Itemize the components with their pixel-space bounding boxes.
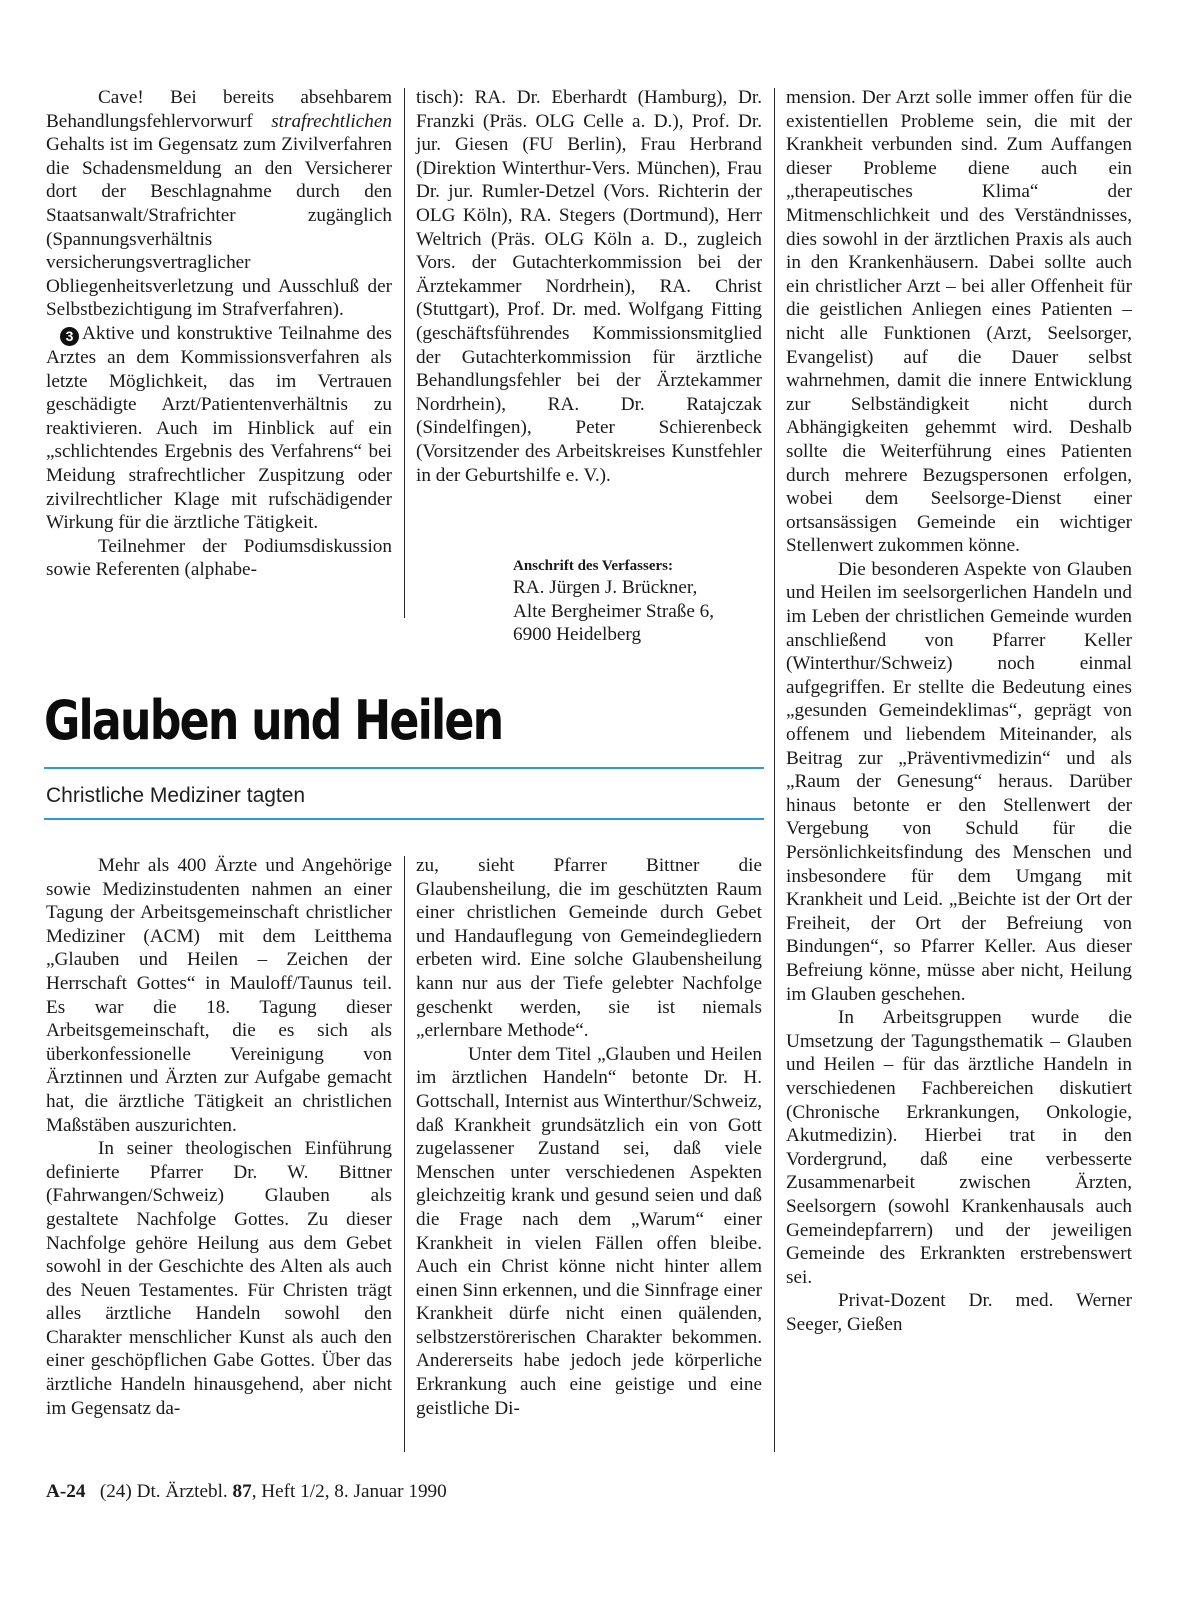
article-col3-paragraph-3: In Arbeitsgruppen wurde die Umsetzung der Tagungsthematik – Glauben und Heilen – für das ärztliche Handeln in verschiedenen Fachbereichen diskutiert (Chronische Erkrankungen, Onkologie, Akutmedizin). Hierbei trat in den Vordergrund, daß eine verbesserte Zusammenarbeit zwischen Ärzten, Seelsorgern (sowohl Krankenhausals auch Gemeindepfarrern) und der jeweiligen Gemeinde des Erkrankten erstrebenswert sei. — [786, 1007, 1132, 1288]
article-col3-author: Privat-Dozent Dr. med. Werner Seeger, Gießen — [786, 1290, 1132, 1335]
address-line: RA. Jürgen J. Brückner, — [513, 577, 698, 598]
article-headline: Glauben und Heilen — [44, 689, 503, 752]
article-col1-paragraph-2: In seiner theologischen Einführung definierte Pfarrer Dr. W. Bittner (Fahrwangen/Schweiz) Glauben als gestaltete Nachfolge Gottes. Zu dieser Nachfolge gehöre Heilung aus dem Gebet sowohl in der Geschichte des Alten als auch des Neuen Testamentes. Für Christen trägt alles ärztliche Handeln sowohl den Charakter menschlicher Kunst als auch den einer geschöpflichen Gabe Gottes. Über das ärztliche Handeln hinausgehend, aber nicht im Gegensatz da- — [46, 1138, 392, 1419]
headline-rule-top — [44, 767, 764, 769]
top-col1-paragraph-1: Cave! Bei bereits absehbarem Behandlungsfehlervorwurf strafrechtlichen Gehalts ist im Gegensatz zum Zivilverfahren die Schadensmeldung an den Versicherer dort der Beschlagnahme durch den Staatsanwalt/Strafrichter zugänglich (Spannungsverhältnis versicherungsvertraglicher Obliegenheitsverletzung und Ausschluß der Selbstbezichtigung im Strafverfahren). — [46, 87, 392, 321]
column-divider — [774, 88, 775, 1452]
top-column-1 — [46, 86, 392, 582]
numbered-circle-icon: 3 — [60, 327, 79, 346]
article-col2-paragraph-1: zu, sieht Pfarrer Bittner die Glaubensheilung, die im geschützten Raum einer christlichen Gemeinde durch Gebet und Handauflegung von Gemeindegliedern erbeten wird. Eine solche Glaubensheilung kann nur aus der Tiefe gelebter Nachfolge geschenkt werden, sie ist niemals „erlernbare Methode“. — [416, 855, 762, 1042]
top-col1-paragraph-3: Teilnehmer der Podiumsdiskussion sowie Referenten (alphabe- — [46, 535, 392, 581]
top-col1-paragraph-2: 3 Aktive und konstruktive Teilnahme des Arztes an dem Kommissionsverfahren als letzte Möglichkeit, das im Vertrauen geschädigte Arzt/Patientenverhältnis zu reaktivieren. Auch im Hinblick auf ein „schlichtendes Ergebnis des Verfahrens“ bei Meidung strafrechtlicher Zuspitzung oder zivilrechtlicher Klage mit rufschädigender Wirkung für die ärztliche Tätigkeit. — [46, 322, 392, 534]
author-address — [513, 556, 773, 647]
article-col3-paragraph-2: Die besonderen Aspekte von Glauben und Heilen im seelsorgerlichen Handeln und im Leben der christlichen Gemeinde wurden anschließend von Pfarrer Keller (Winterthur/Schweiz) noch einmal aufgegriffen. Er stellte die Bedeutung eines „gesunden Gemeindeklimas“, geprägt von offenem und liebendem Miteinander, als Beitrag zur „Präventivmedizin“ und als „Raum der Genesung“ heraus. Darüber hinaus betonte er den Stellenwert der Vergebung von Schuld für die Persönlichkeitsfindung des Menschen und insbesondere für dem Umgang mit Krankheit und Leid. „Beichte ist der Ort der Freiheit, der Ort der Befreiung von Bindungen“, so Pfarrer Keller. Aus dieser Befreiung könne, müsse aber nicht, Heilung im Glauben geschehen. — [786, 558, 1132, 1005]
article-col3-paragraph-1: mension. Der Arzt solle immer offen für die existentiellen Probleme sein, die mit der Krankheit verbunden sind. Zum Auffangen dieser Probleme diene auch ein „therapeutisches Klima“ der Mitmenschlichkeit und des Verständnisses, dies sowohl in der ärztlichen Praxis als auch in den Krankenhäusern. Dabei sollte auch ein christlicher Arzt – bei aller Offenheit für die geistlichen Anliegen eines Patienten – nicht alle Funktionen (Arzt, Seelsorger, Evangelist) auf die Dauer selbst wahrnehmen, damit die innere Entwicklung zur Selbständigkeit nicht durch Abhängigkeiten gehemmt wird. Deshalb sollte die Weiterführung eines Patienten durch mehrere Bezugspersonen erfolgen, wobei dem Seelsorge-Dienst einer ortsansässigen Gemeinde ein wichtiger Stellenwert zukommen könne. — [786, 87, 1132, 557]
article-column-3 — [786, 86, 1132, 1336]
journal-volume: 87 — [232, 1481, 252, 1502]
address-line: 6900 Heidelberg — [513, 624, 642, 646]
headline-rule-bottom — [44, 818, 764, 820]
address-label: Anschrift des Verfassers: — [513, 558, 673, 574]
journal-issue: , Heft 1/2, 8. Januar 1990 — [251, 1481, 447, 1502]
page-footer — [46, 1480, 447, 1504]
address-line: Alte Bergheimer Straße 6, — [513, 600, 715, 622]
article-column-1 — [46, 854, 392, 1420]
page-code: A-24 — [46, 1481, 86, 1502]
italic-term: strafrechtlichen — [271, 110, 392, 132]
article-col2-paragraph-2: Unter dem Titel „Glauben und Heilen im ärztlichen Handeln“ betonte Dr. H. Gottschall, Internist aus Winterthur/Schweiz, daß Krankheit grundsätzlich ein von Gott zugelassener Zustand sei, daß viele Menschen unter verschiedenen Aspekten gleichzeitig krank und gesund seien und daß die Frage nach dem „Warum“ einer Krankheit in vielen Fällen offen bleibe. Auch ein Christ könne nicht hinter allem einen Sinn erkennen, und die Sinnfrage einer Krankheit dürfe nicht einen quälenden, selbstzerstörerischen Charakter bekommen. Andererseits habe jedoch jede körperliche Erkrankung auch eine geistige und eine geistliche Di- — [416, 1043, 762, 1419]
column-divider — [404, 88, 405, 618]
article-subheadline: Christliche Mediziner tagten — [46, 784, 306, 807]
journal-citation: (24) Dt. Ärztebl. — [99, 1481, 228, 1502]
top-column-2 — [416, 86, 762, 487]
article-column-2 — [416, 854, 762, 1420]
article-col1-paragraph-1: Mehr als 400 Ärzte und Angehörige sowie Medizinstudenten nahmen an einer Tagung der Arbeitsgemeinschaft christlicher Mediziner (ACM) mit dem Leitthema „Glauben und Heilen – Zeichen der Herrschaft Gottes“ in Mauloff/Taunus teil. Es war die 18. Tagung dieser Arbeitsgemeinschaft, die es sich als überkonfessionelle Vereinigung von Ärztinnen und Ärzten zur Aufgabe gemacht hat, die ärztliche Tätigkeit an christlichen Maßstäben auszurichten. — [46, 855, 392, 1136]
column-divider — [404, 856, 405, 1452]
top-col2-paragraph-1: tisch): RA. Dr. Eberhardt (Hamburg), Dr. Franzki (Präs. OLG Celle a. D.), Prof. Dr. jur. Giesen (FU Berlin), Frau Herbrand (Direktion Winterthur-Vers. München), Frau Dr. jur. Rumler-Detzel (Vors. Richterin der OLG Köln), RA. Stegers (Dortmund), Herr Weltrich (Präs. OLG Köln a. D., zugleich Vors. der Gutachterkommission bei der Ärztekammer Nordrhein), RA. Christ (Stuttgart), Prof. Dr. med. Wolfgang Fitting (geschäftsführendes Kommissionsmitglied der Gutachterkommission für ärztliche Behandlungsfehler bei der Ärztekammer Nordrhein), RA. Dr. Ratajczak (Sindelfingen), Peter Schierenbeck (Vorsitzender des Arbeitskreises Kunstfehler in der Geburtshilfe e. V.). — [416, 87, 762, 486]
